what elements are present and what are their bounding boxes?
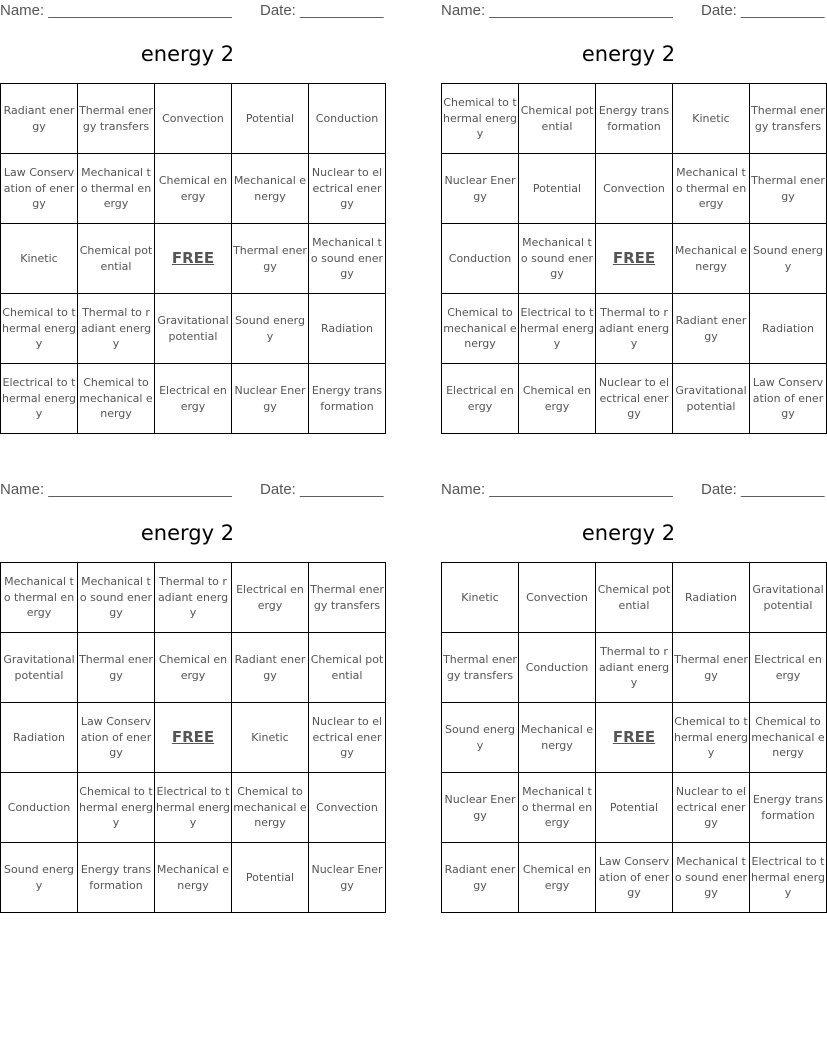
bingo-cell: Mechanical to sound energy: [309, 224, 386, 294]
grid-row: [1, 633, 386, 703]
bingo-cell: Kinetic: [1, 224, 78, 294]
bingo-cell: Thermal energy transfers: [442, 633, 519, 703]
bingo-cell: Nuclear Energy: [442, 773, 519, 843]
card-title: energy 2: [140, 521, 235, 545]
bingo-cell: Convection: [519, 563, 596, 633]
grid-row: [1, 294, 386, 364]
grid-row: [442, 294, 827, 364]
bingo-cell: Sound energy: [232, 294, 309, 364]
bingo-cell: Gravitational potential: [1, 633, 78, 703]
bingo-cell: Radiation: [673, 563, 750, 633]
card-header: [441, 0, 825, 22]
grid-row: [442, 563, 827, 633]
bingo-cell: Thermal to radiant energy: [596, 633, 673, 703]
bingo-cell: Chemical to thermal energy: [1, 294, 78, 364]
bingo-cell: Chemical potential: [519, 84, 596, 154]
bingo-cell: Electrical energy: [442, 364, 519, 434]
bingo-cell: Nuclear to electrical energy: [673, 773, 750, 843]
bingo-cell: Radiant energy: [1, 84, 78, 154]
grid-row: [1, 703, 386, 773]
grid-row: [1, 773, 386, 843]
bingo-cell: Chemical potential: [309, 633, 386, 703]
bingo-cell: Mechanical energy: [155, 843, 232, 913]
bingo-cell: Mechanical to thermal energy: [673, 154, 750, 224]
bingo-cell: Gravitational potential: [155, 294, 232, 364]
bingo-cell: Conduction: [442, 224, 519, 294]
grid-row: [442, 703, 827, 773]
free-space-cell: FREE: [596, 224, 673, 294]
name-line: Name: ______________________: [0, 2, 232, 19]
name-line: Name: ______________________: [0, 481, 232, 498]
card-title: energy 2: [140, 42, 235, 66]
date-line: Date: __________: [260, 2, 384, 19]
bingo-cell: Chemical energy: [155, 633, 232, 703]
bingo-cell: Chemical energy: [155, 154, 232, 224]
bingo-cell: Conduction: [1, 773, 78, 843]
bingo-cell: Potential: [519, 154, 596, 224]
bingo-grid: [0, 83, 386, 434]
bingo-cell: Kinetic: [232, 703, 309, 773]
free-space-cell: FREE: [155, 224, 232, 294]
bingo-cell: Chemical potential: [596, 563, 673, 633]
bingo-cell: Mechanical to thermal energy: [78, 154, 155, 224]
bingo-cell: Mechanical to sound energy: [519, 224, 596, 294]
bingo-cell: Gravitational potential: [673, 364, 750, 434]
bingo-grid: [441, 83, 827, 434]
card-title: energy 2: [581, 42, 676, 66]
bingo-cell: Convection: [309, 773, 386, 843]
bingo-cell: Radiant energy: [442, 843, 519, 913]
bingo-cell: Electrical energy: [155, 364, 232, 434]
bingo-grid: [441, 562, 827, 913]
card-header: [0, 0, 384, 22]
bingo-cell: Radiation: [750, 294, 827, 364]
bingo-cell: Convection: [596, 154, 673, 224]
grid-row: [1, 843, 386, 913]
bingo-cell: Nuclear Energy: [232, 364, 309, 434]
bingo-cell: Energy transformation: [78, 843, 155, 913]
bingo-cell: Energy transformation: [750, 773, 827, 843]
bingo-cell: Electrical to thermal energy: [750, 843, 827, 913]
date-line: Date: __________: [260, 481, 384, 498]
bingo-cell: Thermal energy transfers: [750, 84, 827, 154]
free-space-cell: FREE: [596, 703, 673, 773]
bingo-cell: Law Conservation of energy: [78, 703, 155, 773]
bingo-cell: Chemical to mechanical energy: [78, 364, 155, 434]
bingo-cell: Law Conservation of energy: [750, 364, 827, 434]
bingo-cell: Thermal energy: [232, 224, 309, 294]
free-space-cell: FREE: [155, 703, 232, 773]
bingo-cell: Radiant energy: [673, 294, 750, 364]
bingo-cell: Law Conservation of energy: [1, 154, 78, 224]
grid-row: [1, 84, 386, 154]
bingo-cell: Thermal energy transfers: [78, 84, 155, 154]
bingo-cell: Thermal to radiant energy: [596, 294, 673, 364]
bingo-grid: [0, 562, 386, 913]
bingo-cell: Nuclear to electrical energy: [596, 364, 673, 434]
bingo-cell: Kinetic: [673, 84, 750, 154]
bingo-cell: Electrical to thermal energy: [519, 294, 596, 364]
bingo-cell: Mechanical energy: [519, 703, 596, 773]
bingo-cell: Sound energy: [442, 703, 519, 773]
bingo-cell: Chemical energy: [519, 843, 596, 913]
name-line: Name: ______________________: [441, 481, 673, 498]
bingo-cell: Chemical to thermal energy: [673, 703, 750, 773]
bingo-cell: Convection: [155, 84, 232, 154]
bingo-cell: Sound energy: [750, 224, 827, 294]
bingo-cell: Conduction: [519, 633, 596, 703]
bingo-cell: Mechanical energy: [232, 154, 309, 224]
bingo-cell: Sound energy: [1, 843, 78, 913]
bingo-cell: Mechanical to sound energy: [673, 843, 750, 913]
grid-row: [1, 224, 386, 294]
grid-row: [442, 84, 827, 154]
bingo-cell: Potential: [232, 84, 309, 154]
bingo-cell: Mechanical to thermal energy: [1, 563, 78, 633]
bingo-cell: Electrical energy: [232, 563, 309, 633]
bingo-cell: Thermal to radiant energy: [155, 563, 232, 633]
bingo-cell: Thermal energy: [750, 154, 827, 224]
bingo-cell: Thermal energy transfers: [309, 563, 386, 633]
bingo-cell: Conduction: [309, 84, 386, 154]
bingo-cell: Thermal energy: [78, 633, 155, 703]
bingo-cell: Electrical to thermal energy: [155, 773, 232, 843]
grid-row: [442, 364, 827, 434]
card-header: [0, 479, 384, 501]
bingo-cell: Radiation: [309, 294, 386, 364]
bingo-cell: Nuclear to electrical energy: [309, 154, 386, 224]
bingo-cell: Law Conservation of energy: [596, 843, 673, 913]
bingo-cell: Chemical to mechanical energy: [750, 703, 827, 773]
bingo-cell: Thermal to radiant energy: [78, 294, 155, 364]
bingo-cell: Gravitational potential: [750, 563, 827, 633]
bingo-cell: Thermal energy: [673, 633, 750, 703]
bingo-cell: Chemical to mechanical energy: [232, 773, 309, 843]
bingo-cell: Mechanical to sound energy: [78, 563, 155, 633]
grid-row: [442, 843, 827, 913]
grid-row: [442, 154, 827, 224]
bingo-cell: Chemical energy: [519, 364, 596, 434]
bingo-cell: Nuclear Energy: [309, 843, 386, 913]
name-line: Name: ______________________: [441, 2, 673, 19]
bingo-cell: Nuclear Energy: [442, 154, 519, 224]
date-line: Date: __________: [701, 2, 825, 19]
grid-row: [442, 633, 827, 703]
grid-row: [1, 364, 386, 434]
card-title: energy 2: [581, 521, 676, 545]
bingo-cell: Radiant energy: [232, 633, 309, 703]
grid-row: [1, 154, 386, 224]
bingo-cell: Mechanical to thermal energy: [519, 773, 596, 843]
date-line: Date: __________: [701, 481, 825, 498]
bingo-cell: Electrical to thermal energy: [1, 364, 78, 434]
grid-row: [442, 773, 827, 843]
bingo-cell: Energy transformation: [596, 84, 673, 154]
bingo-cell: Mechanical energy: [673, 224, 750, 294]
bingo-cell: Chemical to mechanical energy: [442, 294, 519, 364]
bingo-cell: Chemical potential: [78, 224, 155, 294]
card-header: [441, 479, 825, 501]
bingo-cell: Chemical to thermal energy: [442, 84, 519, 154]
bingo-cell: Radiation: [1, 703, 78, 773]
bingo-cell: Nuclear to electrical energy: [309, 703, 386, 773]
bingo-cell: Energy transformation: [309, 364, 386, 434]
bingo-cell: Kinetic: [442, 563, 519, 633]
grid-row: [442, 224, 827, 294]
bingo-cell: Potential: [232, 843, 309, 913]
grid-row: [1, 563, 386, 633]
bingo-cell: Potential: [596, 773, 673, 843]
bingo-cell: Electrical energy: [750, 633, 827, 703]
bingo-cell: Chemical to thermal energy: [78, 773, 155, 843]
